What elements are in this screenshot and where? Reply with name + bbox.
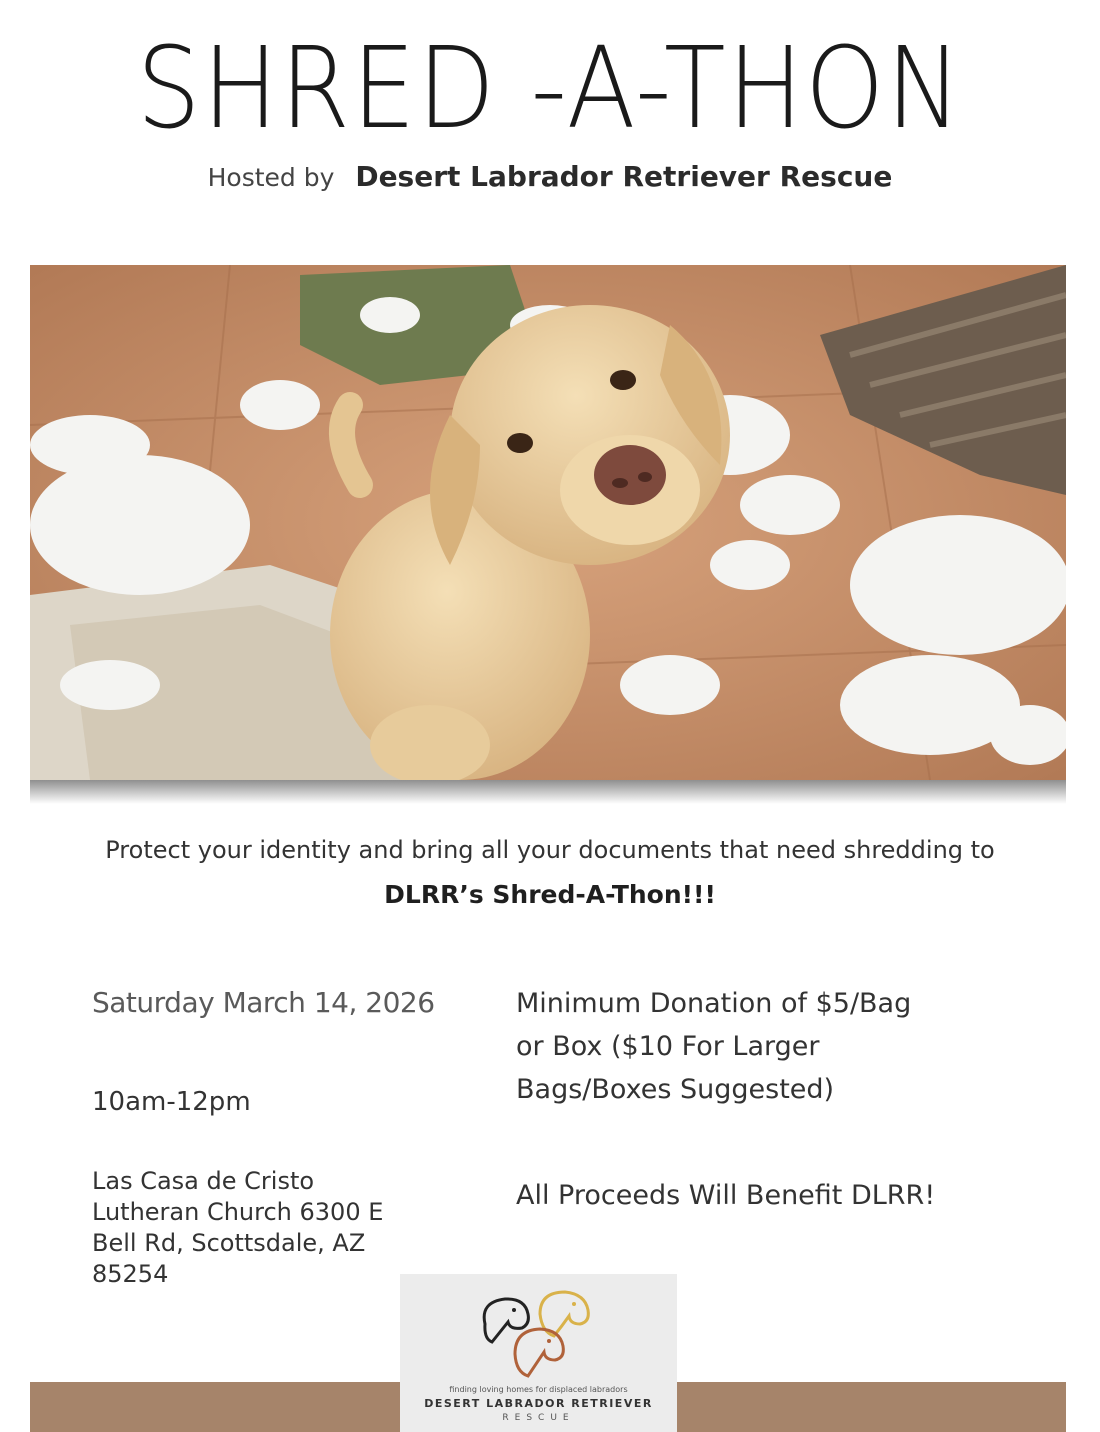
hosted-by-line (0, 160, 1100, 193)
event-venue: Las Casa de Cristo Lutheran Church 6300 E Bell Rd, Scottsdale, AZ 85254 (92, 1167, 384, 1288)
logo-subtitle: RESCUE (502, 1413, 575, 1423)
logo-name: DESERT LABRADOR RETRIEVER (424, 1397, 653, 1410)
event-time: 10am-12pm (92, 1087, 251, 1117)
dog-photo-illustration (30, 265, 1066, 780)
dlrr-logo (400, 1274, 677, 1432)
three-labradors-logo-icon (470, 1284, 600, 1384)
dog-photo (30, 265, 1066, 780)
host-organization: Desert Labrador Retriever Rescue (355, 160, 893, 193)
proceeds-note: All Proceeds Will Benefit DLRR! (516, 1180, 936, 1211)
intro-line-1: Protect your identity and bring all your documents that need shredding to (105, 836, 995, 864)
hosted-by-label: Hosted by (207, 163, 335, 192)
logo-tagline: finding loving homes for displaced labradors (449, 1385, 628, 1394)
event-title: SHRED -A-THON (136, 24, 964, 154)
donation-info: Minimum Donation of $5/Bag or Box ($10 For Larger Bags/Boxes Suggested) (516, 988, 912, 1105)
intro-line-2: DLRR’s Shred-A-Thon!!! (384, 880, 716, 909)
photo-shadow (30, 780, 1066, 804)
event-date: Saturday March 14, 2026 (92, 986, 435, 1019)
